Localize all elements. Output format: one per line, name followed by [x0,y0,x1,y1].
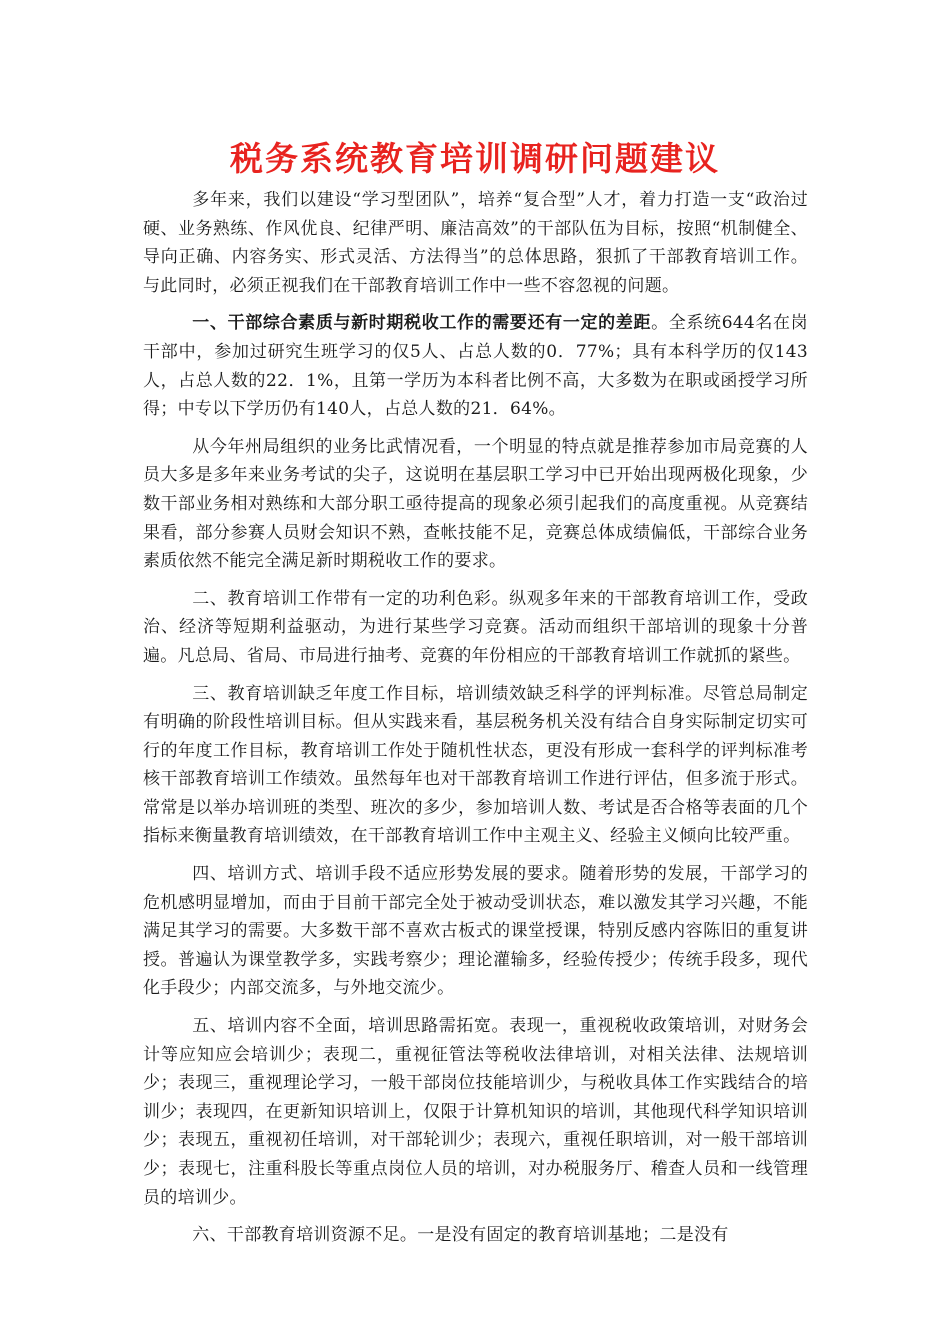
paragraph-text: 三、教育培训缺乏年度工作目标，培训绩效缺乏科学的评判标准。尽管总局制定有明确的阶段性培训目标。但从实践来看，基层税务机关没有结合自身实际制定切实可行的年度工作目标，教育培训工作处于随机性状态，更没有形成一套科学的评判标准考核干部教育培训工作绩效。虽然每年也对干部教育培训工作进行评估，但多流于形式。常常是以举办培训班的类型、班次的多少，参加培训人数、考试是否合格等表面的几个指标来衡量教育培训绩效，在干部教育培训工作中主观主义、经验主义倾向比较严重。 [143,683,808,847]
paragraph-section-2 [143,585,808,671]
paragraph-competition [143,433,808,576]
paragraph-text: 从今年州局组织的业务比武情况看，一个明显的特点就是推荐参加市局竞赛的人员大多是多年来业务考试的尖子，这说明在基层职工学习中已开始出现两极化现象，少数干部业务相对熟练和大部分职工亟待提高的现象必须引起我们的高度重视。从竞赛结果看，部分参赛人员财会知识不熟，查帐技能不足，竞赛总体成绩偏低，干部综合业务素质依然不能完全满足新时期税收工作的要求。 [143,436,808,572]
section-heading-bold: 一、干部综合素质与新时期税收工作的需要还有一定的差距 [192,313,652,334]
paragraph-section-3 [143,680,808,852]
paragraph-text: 六、干部教育培训资源不足。一是没有固定的教育培训基地；二是没有 [192,1225,729,1246]
paragraph-section-4 [143,860,808,1003]
paragraph-section-6 [143,1221,808,1250]
paragraph-intro [143,186,808,300]
paragraph-section-1 [143,309,808,423]
document-title: 税务系统教育培训调研问题建议 [230,139,720,178]
paragraph-text: 二、教育培训工作带有一定的功利色彩。纵观多年来的干部教育培训工作，受政治、经济等短期利益驱动，为进行某些学习竞赛。活动而组织干部培训的现象十分普遍。凡总局、省局、市局进行抽考、竞赛的年份相应的干部教育培训工作就抓的紧些。 [143,588,808,666]
paragraph-text: 。全系统644名在岗干部中，参加过研究生班学习的仅5人、占总人数的0．77%；具有本科学历的仅143人，占总人数的22．1%，且第一学历为本科者比例不高，大多数为在职或函授学习所得；中专以下学历仍有140人，占总人数的21．64%。 [143,313,808,420]
paragraph-text: 多年来，我们以建设“学习型团队”，培养“复合型”人才，着力打造一支“政治过硬、业务熟练、作风优良、纪律严明、廉洁高效”的干部队伍为目标，按照“机制健全、导向正确、内容务实、形式灵活、方法得当”的总体思路，狠抓了干部教育培训工作。与此同时，必须正视我们在干部教育培训工作中一些不容忽视的问题。 [143,190,808,296]
paragraph-text: 五、培训内容不全面，培训思路需拓宽。表现一，重视税收政策培训，对财务会计等应知应会培训少；表现二，重视征管法等税收法律培训，对相关法律、法规培训少；表现三，重视理论学习，一般干部岗位技能培训少，与税收具体工作实践结合的培训少；表现四，在更新知识培训上，仅限于计算机知识的培训，其他现代科学知识培训少；表现五，重视初任培训，对干部轮训少；表现六，重视任职培训，对一般干部培训少；表现七，注重科股长等重点岗位人员的培训，对办税服务厅、稽查人员和一线管理员的培训少。 [143,1016,808,1208]
paragraph-text: 四、培训方式、培训手段不适应形势发展的要求。随着形势的发展，干部学习的危机感明显增加，而由于目前干部完全处于被动受训状态，难以激发其学习兴趣，不能满足其学习的需要。大多数干部不喜欢古板式的课堂授课，特别反感内容陈旧的重复讲授。普遍认为课堂教学多，实践考察少；理论灌输多，经验传授少；传统手段多，现代化手段少；内部交流多，与外地交流少。 [143,864,808,999]
document-body [143,186,808,1259]
paragraph-section-5 [143,1012,808,1212]
